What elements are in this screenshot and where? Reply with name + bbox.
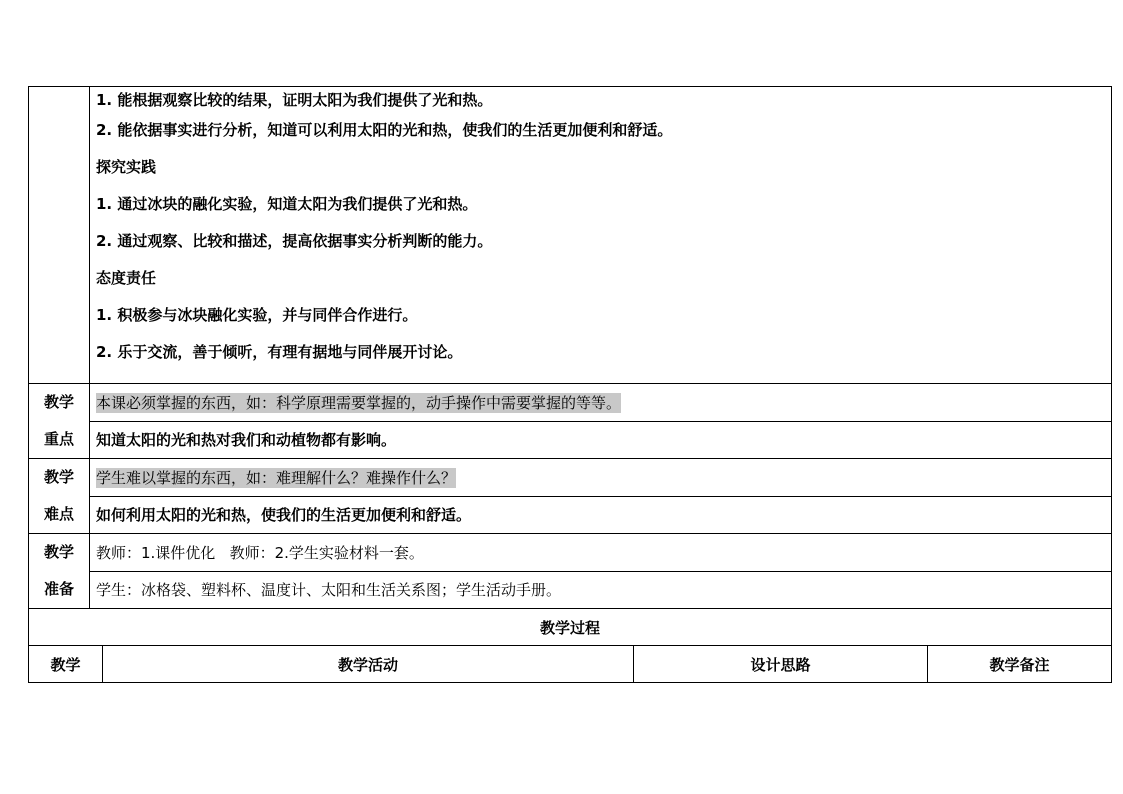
preparation-row-2	[29, 571, 1112, 609]
key-points-hint-cell	[90, 384, 1112, 422]
column-header: 教学	[29, 646, 103, 683]
objective-line: 1. 通过冰块的融化实验，知道太阳为我们提供了光和热。	[96, 195, 478, 213]
key-points-row-1	[29, 384, 1112, 422]
difficulties-hint: 学生难以掌握的东西，如：难理解什么？难操作什么？	[96, 468, 457, 487]
objective-line: 2. 乐于交流，善于倾听，有理有据地与同伴展开讨论。	[96, 343, 463, 361]
objectives-content-cell	[90, 87, 1112, 384]
column-header: 设计思路	[634, 646, 928, 683]
objective-line: 2. 通过观察、比较和描述，提高依据事实分析判断的能力。	[96, 232, 493, 250]
preparation-teacher: 教师：1.课件优化 教师：2.学生实验材料一套。	[90, 534, 1112, 572]
objective-line: 1. 能根据观察比较的结果，证明太阳为我们提供了光和热。	[96, 91, 493, 109]
objective-line: 2. 能依据事实进行分析，知道可以利用太阳的光和热，使我们的生活更加便利和舒适。	[96, 121, 673, 139]
difficulties-label: 教学 难点	[29, 459, 90, 534]
difficulties-row-1	[29, 459, 1112, 497]
difficulties-hint-cell	[90, 459, 1112, 497]
difficulties-row-2	[29, 496, 1112, 534]
objectives-label-cell	[29, 87, 90, 384]
preparation-label: 教学 准备	[29, 534, 90, 609]
process-title: 教学过程	[29, 609, 1112, 646]
key-points-hint: 本课必须掌握的东西，如：科学原理需要掌握的，动手操作中需要掌握的等等。	[96, 393, 622, 412]
key-points-content: 知道太阳的光和热对我们和动植物都有影响。	[90, 421, 1112, 459]
preparation-student: 学生：冰格袋、塑料杯、温度计、太阳和生活关系图；学生活动手册。	[90, 571, 1112, 609]
key-points-label: 教学 重点	[29, 384, 90, 459]
preparation-row-1	[29, 534, 1112, 572]
lesson-plan-table	[28, 86, 1112, 683]
objective-section-heading: 探究实践	[96, 158, 157, 176]
objective-section-heading: 态度责任	[96, 269, 157, 287]
column-header: 教学备注	[928, 646, 1112, 683]
column-header: 教学活动	[103, 646, 634, 683]
objective-line: 1. 积极参与冰块融化实验，并与同伴合作进行。	[96, 306, 418, 324]
process-title-row	[29, 609, 1112, 646]
key-points-row-2	[29, 421, 1112, 459]
difficulties-content: 如何利用太阳的光和热，使我们的生活更加便利和舒适。	[90, 496, 1112, 534]
process-header-row	[29, 646, 1112, 683]
objectives-row	[29, 87, 1112, 384]
